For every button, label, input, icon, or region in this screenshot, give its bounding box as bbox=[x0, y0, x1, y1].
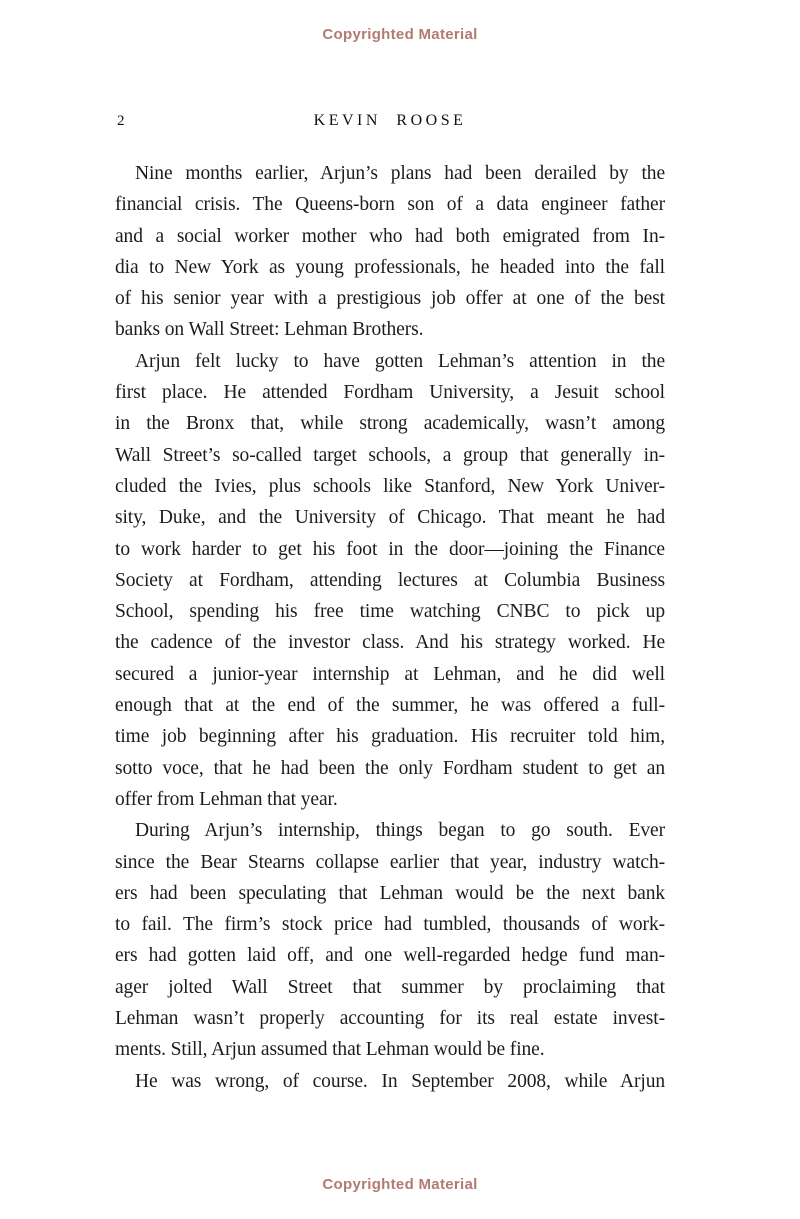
paragraph bbox=[115, 346, 665, 815]
text-line: the cadence of the investor class. And his strategy worked. He bbox=[115, 632, 665, 654]
text-line: Society at Fordham, attending lectures at Columbia Business bbox=[115, 569, 665, 591]
text-line: financial crisis. The Queens-born son of a data engineer father bbox=[115, 194, 665, 216]
text-line: and a social worker mother who had both emigrated from In- bbox=[115, 225, 665, 247]
text-line: ers had gotten laid off, and one well-regarded hedge fund man- bbox=[115, 945, 665, 967]
text-line: to work harder to get his foot in the door—joining the Finance bbox=[115, 538, 665, 560]
text-line: first place. He attended Fordham University, a Jesuit school bbox=[115, 382, 665, 404]
text-line: sity, Duke, and the University of Chicago. That meant he had bbox=[115, 507, 665, 529]
text-line: sotto voce, that he had been the only Fordham student to get an bbox=[115, 757, 665, 779]
text-line: enough that at the end of the summer, he was offered a full- bbox=[115, 695, 665, 717]
page-header bbox=[115, 112, 665, 132]
text-line: offer from Lehman that year. bbox=[115, 788, 338, 810]
paragraph bbox=[115, 1066, 665, 1097]
text-line: of his senior year with a prestigious job offer at one of the best bbox=[115, 288, 665, 310]
text-line: Arjun felt lucky to have gotten Lehman’s attention in the bbox=[135, 350, 665, 372]
text-line: Lehman wasn’t properly accounting for its real estate invest- bbox=[115, 1008, 665, 1030]
text-line: to fail. The firm’s stock price had tumbled, thousands of work- bbox=[115, 914, 665, 936]
text-line: School, spending his free time watching CNBC to pick up bbox=[115, 601, 665, 623]
text-line: ers had been speculating that Lehman would be the next bank bbox=[115, 882, 665, 904]
paragraph bbox=[115, 158, 665, 346]
body-text-block bbox=[115, 158, 665, 1097]
text-line: since the Bear Stearns collapse earlier that year, industry watch- bbox=[115, 851, 665, 873]
text-line: banks on Wall Street: Lehman Brothers. bbox=[115, 319, 424, 341]
copyright-watermark-bottom: Copyrighted Material bbox=[322, 1176, 478, 1193]
text-line: During Arjun’s internship, things began to go south. Ever bbox=[135, 820, 665, 842]
text-line: in the Bronx that, while strong academically, wasn’t among bbox=[115, 413, 665, 435]
text-line: secured a junior-year internship at Lehman, and he did well bbox=[115, 663, 665, 685]
text-line: Wall Street’s so-called target schools, a group that generally in- bbox=[115, 444, 665, 466]
text-line: Nine months earlier, Arjun’s plans had been derailed by the bbox=[135, 163, 665, 184]
text-line: time job beginning after his graduation. His recruiter told him, bbox=[115, 726, 665, 748]
paragraph bbox=[115, 815, 665, 1065]
text-line: ager jolted Wall Street that summer by proclaiming that bbox=[115, 976, 665, 998]
copyright-watermark-top: Copyrighted Material bbox=[322, 26, 478, 43]
text-line: cluded the Ivies, plus schools like Stanford, New York Univer- bbox=[115, 475, 665, 497]
page-number: 2 bbox=[117, 113, 125, 129]
text-line: He was wrong, of course. In September 2008, while Arjun bbox=[135, 1070, 665, 1092]
text-line: dia to New York as young professionals, he headed into the fall bbox=[115, 256, 665, 278]
text-line: ments. Still, Arjun assumed that Lehman would be fine. bbox=[115, 1039, 545, 1061]
running-head: KEVIN ROOSE bbox=[313, 112, 467, 129]
